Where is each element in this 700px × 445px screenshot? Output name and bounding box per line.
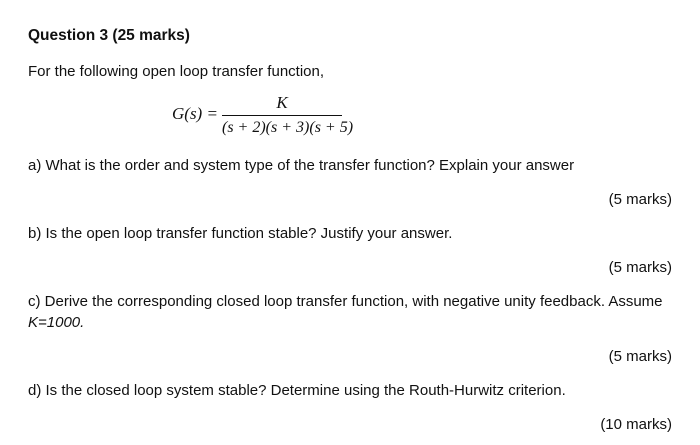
formula-lhs: G(s) =: [172, 104, 218, 123]
part-c-text-line2: K=1000.: [28, 314, 85, 331]
part-a-marks: (5 marks): [608, 191, 672, 208]
part-a-text: a) What is the order and system type of the transfer function? Explain your answer: [28, 157, 575, 174]
intro-text: For the following open loop transfer function,: [28, 63, 325, 80]
part-c-marks: (5 marks): [608, 348, 672, 365]
formula-denominator: (s + 2)(s + 3)(s + 5): [222, 119, 354, 136]
part-d-marks: (10 marks): [600, 416, 672, 433]
part-b-text: b) Is the open loop transfer function stable? Justify your answer.: [28, 225, 453, 242]
fraction-bar: [222, 115, 342, 116]
part-c-text: c) Derive the corresponding closed loop transfer function, with negative unity feedback. Assume: [28, 293, 663, 310]
part-d-text: d) Is the closed loop system stable? Determine using the Routh-Hurwitz criterion.: [28, 382, 566, 399]
question-title: Question 3 (25 marks): [28, 27, 190, 44]
part-b-marks: (5 marks): [608, 259, 672, 276]
formula-fraction: [222, 92, 354, 138]
formula-numerator: K: [276, 93, 288, 112]
transfer-function-formula: [172, 92, 362, 142]
